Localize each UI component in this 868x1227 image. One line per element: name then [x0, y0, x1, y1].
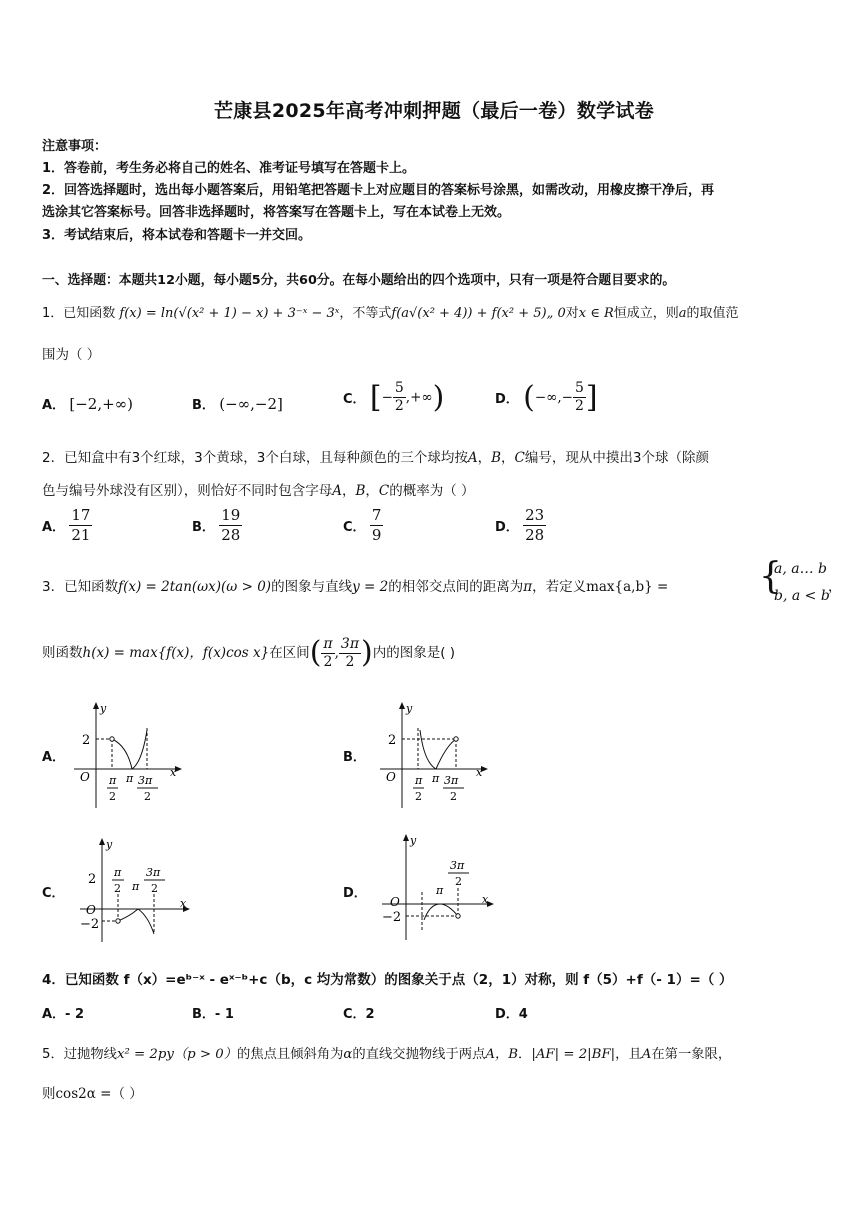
q3-c-pihalf-n: π [114, 866, 122, 879]
q1-option-a-value: [−2,+∞) [69, 395, 134, 413]
q5-line1b: 的焦点且倾斜角为 [237, 1047, 344, 1062]
q3-line1d: ，若定义 [532, 579, 587, 595]
q2-option-d-label: D． [495, 520, 519, 535]
q1-line2: 围为（ ） [42, 347, 101, 363]
q3-b-y-label: y [406, 702, 413, 715]
q5-line2a: 则 [42, 1086, 56, 1102]
q3-b-two: 2 [388, 733, 397, 748]
question-1 [42, 302, 739, 321]
q5-line2b: （ ） [111, 1086, 143, 1102]
q5-ratio: |AF| = 2|BF| [531, 1047, 616, 1062]
q3-comma: ， [828, 579, 842, 595]
q2-letter-b2: B [355, 483, 366, 499]
q1-num: 1．已知函数 [42, 306, 116, 321]
q2-option-a-den: 21 [71, 526, 91, 544]
q5-pts: A，B [485, 1047, 519, 1062]
q3-option-d-label: D． [343, 886, 367, 901]
q3-pi: π [523, 579, 533, 595]
q3-case-1: a, a… b [774, 561, 828, 577]
q2-letter-c2: C [378, 483, 390, 499]
q2-option-a-label: A． [42, 520, 66, 535]
q1-option-d: D． (−∞,− $\frac{5}{2}$ ] [495, 380, 598, 415]
section-heading: 一、选择题：本题共12小题，每小题5分，共60分。在每小题给出的四个选项中，只有一项是符合题目要求的。 [42, 273, 676, 288]
q5-expr: cos2α = [55, 1086, 112, 1102]
q3-line1c: 的相邻交点间的距离为 [388, 579, 524, 595]
q5-line1d: ，且 [615, 1047, 642, 1062]
q1-tail2: 恒成立，则 [613, 306, 679, 321]
q3-d-3pi-n: 3π [450, 859, 465, 872]
q1-mid: ，不等式 [339, 306, 392, 321]
page-title: 芒康县2025年高考冲刺押题（最后一卷）数学试卷 [213, 100, 655, 122]
q1-tail1: 对 [565, 306, 579, 321]
notice-heading: 注意事项： [42, 139, 108, 154]
q3-line: y = 2 [352, 579, 389, 595]
q4-option-b: B．- 1 [192, 1007, 234, 1022]
q5-pt-a: A [641, 1047, 652, 1062]
question-2: 2．已知盒中有3个红球，3个黄球，3个白球，且每种颜色的三个球均按A，B，C编号，现从中摸出3个球（除颜 [42, 450, 709, 466]
q3-a-pihalf-n: π [109, 774, 117, 787]
q2-line1: 2．已知盒中有3个红球，3个黄球，3个白球，且每种颜色的三个球均按 [42, 450, 468, 466]
q3-a-3pi-n: 3π [138, 774, 153, 787]
q3-line1b: 的图象与直线 [271, 579, 353, 595]
q3-c-3pi-n: 3π [146, 866, 161, 879]
q5-line1a: 5．过抛物线 [42, 1047, 117, 1062]
q3-a-y-label: y [100, 702, 107, 715]
question-4: 4．已知函数 f（x）=eᵇ⁻ˣ - eˣ⁻ᵇ+c（b，c 均为常数）的图象关于点（2，1）对称，则 f（5）+f（- 1）=（ ） [42, 972, 733, 988]
q3-interval-n2: 3π [340, 635, 360, 652]
q2-letter-b: B [491, 450, 502, 466]
notice-item-1: 1．答卷前，考生务必将自己的姓名、准考证号填写在答题卡上。 [42, 161, 416, 176]
q3-graph-d [378, 832, 503, 944]
q3-maxdef: max{a,b} = [586, 579, 669, 595]
q3-c-pi: π [132, 880, 140, 893]
q3-b-pi: π [432, 772, 440, 785]
q3-option-c-label: C． [42, 886, 65, 901]
q5-parab: x² = 2py [116, 1047, 174, 1062]
q3-b-3pi-d: 2 [450, 790, 457, 803]
q4-option-a: A．- 2 [42, 1007, 85, 1022]
q3-interval-d2: 2 [345, 653, 355, 670]
notice-item-3: 3．考试结束后，将本试卷和答题卡一并交回。 [42, 228, 312, 243]
q3-line2a: 则函数 [42, 645, 83, 661]
q1-option-d-label: D． [495, 392, 519, 407]
q3-c-origin: O [86, 903, 96, 917]
q5-line2 [42, 1082, 143, 1102]
q2-line2a: 色与编号外球没有区别），则恰好不同时包含字母 [42, 483, 333, 499]
q2-option-b-num: 19 [221, 506, 241, 524]
q2-option-b [192, 506, 242, 545]
q3-d-origin: O [390, 895, 400, 909]
q3-b-pihalf-n: π [415, 774, 423, 787]
q3-a-pihalf-d: 2 [109, 790, 116, 803]
q3-hfunc: h(x) = max{f(x)，f(x)cos x} [82, 645, 270, 661]
q3-c-3pi-d: 2 [151, 882, 158, 895]
q2-option-a-num: 17 [71, 506, 91, 524]
q1-option-a-label: A． [42, 398, 66, 413]
q3-c-pihalf-d: 2 [114, 882, 121, 895]
q3-a-x-label: x [170, 766, 177, 779]
q5-alpha: α [343, 1047, 353, 1062]
q3-func: f(x) = 2tan(ωx)(ω > 0) [118, 579, 272, 595]
notice-item-2: 2．回答选择题时，选出每小题答案后，用铅笔把答题卡上对应题目的答案标号涂黑，如需改动，用橡皮擦干净后，再 [42, 183, 715, 198]
q3-c-neg-two: −2 [80, 917, 100, 932]
q3-interval-n1: π [323, 635, 333, 652]
q1-tail3: 的取值范 [686, 306, 739, 321]
q3-c-y-label: y [106, 838, 113, 851]
q2-option-a [42, 506, 92, 545]
q2-option-b-den: 28 [221, 526, 241, 544]
q4-option-d: D．4 [495, 1007, 528, 1022]
q3-b-x-label: x [476, 766, 483, 779]
q3-d-y-label: y [410, 834, 417, 847]
q2-option-d-num: 23 [525, 506, 545, 524]
q4-option-c: C．2 [343, 1007, 375, 1022]
q3-d-pi: π [436, 884, 444, 897]
q3-a-3pi-d: 2 [144, 790, 151, 803]
q3-d-neg-two: −2 [382, 910, 402, 925]
question-3 [42, 575, 668, 595]
question-5: 5．过抛物线x² = 2py（p > 0）的焦点且倾斜角为α的直线交抛物线于两点A，B．|AF| = 2|BF|，且A在第一象限， [42, 1047, 732, 1062]
q5-line1e: 在第一象限， [651, 1047, 732, 1062]
q3-line1a: 3．已知函数 [42, 579, 119, 595]
q2-option-d-den: 28 [525, 526, 545, 544]
q3-a-origin: O [80, 770, 90, 784]
q3-interval-d1: 2 [323, 653, 333, 670]
q3-graph-b [378, 700, 493, 812]
q3-line2: 则函数h(x) = max{f(x)，f(x)cos x}在区间( $\frac{\pi}{2}$ , $\frac{3\pi}{2}$ )内的图象是( ) [42, 635, 456, 670]
q3-c-x-label: x [180, 897, 187, 910]
q3-option-a-label: A． [42, 750, 66, 765]
q1-option-b [192, 394, 283, 413]
q1-option-b-label: B． [192, 398, 215, 413]
q1-option-c: C． [− $\frac{5}{2}$ ,+∞) [343, 380, 445, 415]
q3-line2c: 内的图象是( ) [372, 645, 456, 661]
q3-option-b-label: B． [343, 750, 366, 765]
q2-option-c-label: C． [343, 520, 366, 535]
q1-option-c-label: C． [343, 392, 366, 407]
q2-letter-a: A [467, 450, 478, 466]
q2-line2: 色与编号外球没有区别），则恰好不同时包含字母A，B，C的概率为（ ） [42, 483, 475, 499]
q2-option-d [495, 506, 546, 545]
q3-c-two: 2 [88, 872, 97, 887]
q3-a-two: 2 [82, 733, 91, 748]
q5-cond: （p > 0） [173, 1047, 238, 1062]
notice-item-2-cont: 选涂其它答案标号。回答非选择题时，将答案写在答题卡上，写在本试卷上无效。 [42, 205, 511, 220]
q3-b-pihalf-d: 2 [415, 790, 422, 803]
q2-option-b-label: B． [192, 520, 215, 535]
q1-cond: x ∈ R [578, 306, 614, 321]
q3-a-pi: π [126, 772, 134, 785]
q2-option-c-num: 7 [371, 506, 382, 524]
q1-option-b-value: (−∞,−2] [219, 395, 283, 413]
q1-var: a [678, 306, 687, 321]
q3-case-2: b, a < b [774, 588, 830, 604]
q1-ineq: f(a√(x² + 4)) + f(x² + 5)„ 0 [391, 306, 566, 321]
q2-line2b: 的概率为（ ） [389, 483, 475, 499]
q5-line1c: 的直线交抛物线于两点 [352, 1047, 486, 1062]
q3-d-3pi-d: 2 [455, 875, 462, 888]
q3-graph-c [72, 836, 197, 946]
q3-d-x-label: x [482, 893, 489, 906]
q3-b-origin: O [386, 770, 396, 784]
q1-func: f(x) = ln(√(x² + 1) − x) + 3⁻ˣ − 3ˣ [119, 306, 340, 321]
q2-letter-a2: A [332, 483, 342, 499]
q3-brace: { [759, 556, 782, 597]
q2-option-c [343, 506, 383, 545]
q3-line2b: 在区间 [269, 645, 310, 661]
q2-option-c-den: 9 [371, 526, 382, 544]
q1-option-a [42, 394, 133, 413]
q3-graph-a [72, 700, 187, 812]
q3-b-3pi-n: 3π [444, 774, 459, 787]
q2-line1b: 编号，现从中摸出3个球（除颜 [524, 450, 709, 466]
q2-letter-c: C [514, 450, 525, 466]
